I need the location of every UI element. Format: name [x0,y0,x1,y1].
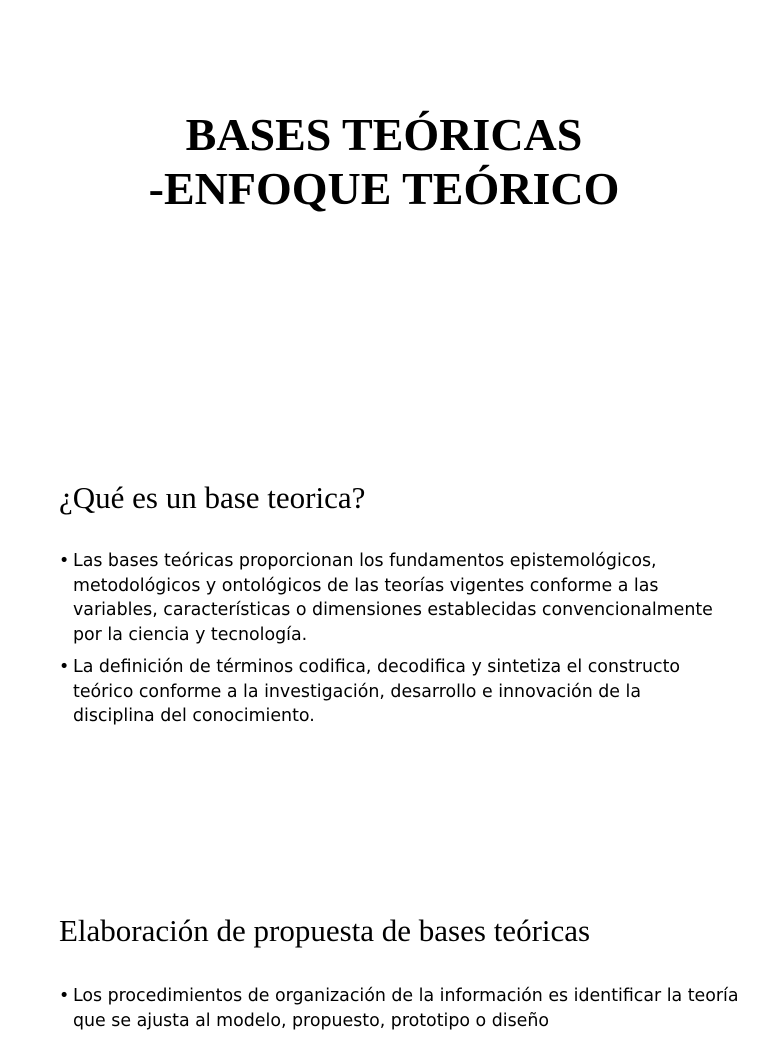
list-item [59,984,739,1033]
proposal-heading: Elaboración de propuesta de bases teóricas [59,913,591,948]
list-item [59,655,719,729]
bullet-icon: • [59,657,70,677]
slide-title-line-1: BASES TEÓRICAS [185,109,583,160]
definition-heading: ¿Qué es un base teorica? [59,480,366,515]
bullet-text: Los procedimientos de organización de la información es identificar la teoría que se ajusta al modelo, propuesto, prototipo o diseño [73,986,739,1031]
bullet-icon: • [59,986,70,1006]
slide-title-line-2: -ENFOQUE TEÓRICO [148,163,620,214]
slide-definition [0,300,768,900]
bullet-text: Las bases teóricas proporcionan los fundamentos epistemológicos, metodológicos y ontológicos de las teorías vigentes conforme a las variables, características o dimensiones establecidas convencionalmente por la ciencia y tecnología. [73,551,713,645]
slide-proposal [0,900,768,1031]
proposal-bullet-list [59,984,739,1041]
bullet-text: La definición de términos codifica, decodifica y sintetiza el constructo teórico conforme a la investigación, desarrollo e innovación de la disciplina del conocimiento. [73,657,681,726]
list-item [59,549,719,647]
slide-title [0,0,768,300]
bullet-icon: • [59,551,70,571]
definition-bullet-list [59,549,719,737]
